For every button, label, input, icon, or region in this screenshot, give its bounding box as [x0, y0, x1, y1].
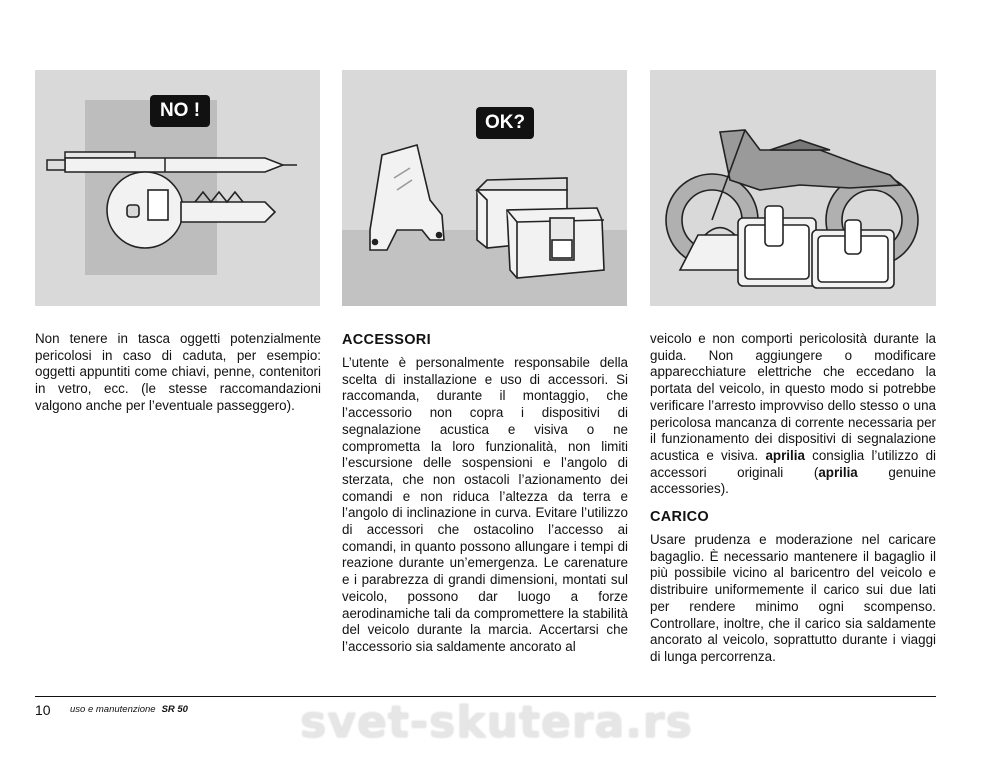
watermark: svet-skutera.rs	[300, 697, 693, 748]
paragraph-pocket-warning: Non tenere in tasca oggetti potenzialmente pericolosi in caso di caduta, per esempio: oggetti appuntiti come chiavi, penne, contenitori in vetro, ecc. (le stesse raccomandazioni valgono anche per l’eventuale passeggero).	[35, 331, 321, 413]
page-number: 10	[35, 702, 51, 718]
warning-badge: NO !	[150, 95, 210, 127]
illustration-pocket-objects	[35, 70, 320, 306]
paragraph-load: Usare prudenza e moderazione nel caricare bagaglio. È necessario mantenere il bagaglio il più possibile vicino al baricentro del veicolo e distribuire uniformemente il carico sui due lati per rendere minimo ogni scompenso. Controllare, inoltre, che il carico sia saldamente ancorato al veicolo, soprattutto durante i viaggi di lunga percorrenza.	[650, 532, 936, 664]
brand-name: aprilia	[765, 447, 805, 463]
illustration-loaded-motorcycle	[650, 70, 936, 306]
footer-model: SR 50	[161, 704, 188, 715]
footer-manual-title: uso e manutenzione SR 50	[70, 704, 188, 715]
section-heading-accessori: ACCESSORI	[342, 332, 431, 348]
paragraph-accessories: L’utente è personalmente responsabile della scelta di installazione e uso di accessori. Si raccomanda, durante il montaggio, che l’accessorio non copra i dispositivi di segnalazione acustica e visiva o ne comprometta la loro funzionalità, non limiti l’escursione delle sospensioni e l’angolo di sterzata, che non ostacoli l’azionamento dei comandi e non riduca l’altezza da terra e l’angolo di inclinazione in curva. Evitare l’utilizzo di accessori che ostacolino l’accesso ai comandi, in quanto possono allungare i tempi di reazione durante un’emergenza. Le carenature e i parabrezza di grandi dimensioni, montati sul veicolo, possono dar luogo a forze aerodinamiche tali da compromettere la stabilità del veicolo durante la marcia. Accertarsi che l’accessorio sia saldamente ancorato al	[342, 355, 628, 654]
column-right	[650, 331, 936, 666]
saddle-bag-icon	[507, 208, 604, 278]
column-middle	[342, 331, 628, 656]
paragraph-accessories-continued: veicolo e non comporti pericolosità durante la guida. Non aggiungere o modificare apparecchiature elettriche che eccedano la portata del veicolo, in questo modo si potrebbe verificare l’arresto improvviso dello stesso o una pericolosa mancanza di corrente necessaria per il funzionamento dei dispositivi di segnalazione acustica e visiva. aprilia consiglia l’utilizzo di accessori originali (aprilia genuine accessories).	[650, 331, 936, 497]
illustration-accessories	[342, 70, 627, 306]
section-heading-carico: CARICO	[650, 509, 709, 526]
brand-name: aprilia	[818, 464, 858, 480]
column-left	[35, 331, 321, 415]
question-badge: OK?	[476, 107, 534, 139]
